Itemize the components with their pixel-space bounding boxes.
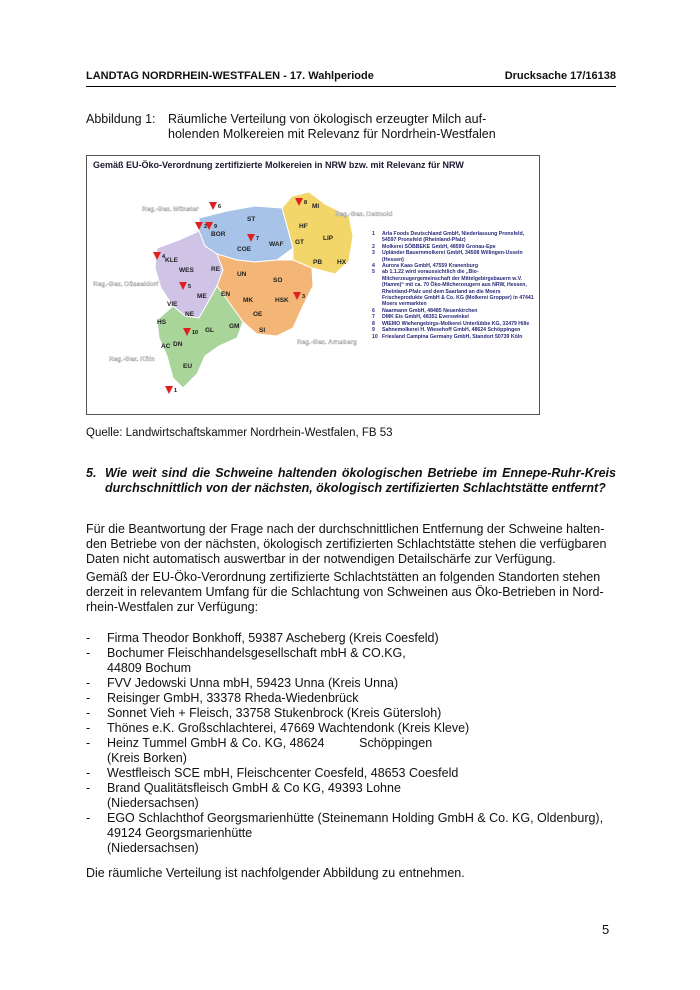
district-label: HS [157, 319, 167, 326]
legend-item: 3 Upländer Bauernmolkerei GmbH, 34508 Willingen-Usseln (Hessen) [372, 250, 523, 263]
svg-text:1: 1 [174, 388, 178, 394]
slaughterhouse-list [86, 631, 616, 856]
district-label: VIE [167, 301, 178, 308]
district-label: PB [313, 259, 323, 266]
svg-text:7: 7 [256, 236, 260, 242]
district-label: AC [161, 343, 171, 350]
district-label: RE [211, 266, 221, 273]
legend-item: 5 ab 1.1.22 wird voraussichtlich die „Bio-Milcherzeugergemeinschaft der Mittelgebirgsbauern w.V. (Hamm)“ mit ca. 70 Öko-Milcherzeugern aus NRW, Hessen, Rheinland-Pfalz und dem Saarland an die Moers Frischeprodukte GmbH & Co. KG (Molkerei Gropper) in 47441 Moers vermarkten [372, 269, 534, 308]
marker-6 [209, 202, 221, 210]
district-label: MI [312, 203, 320, 210]
page-number: 5 [602, 922, 610, 937]
svg-text:10: 10 [192, 330, 199, 336]
district-label: COE [237, 246, 252, 253]
svg-text:2: 2 [204, 224, 208, 230]
region-label-detmold: Reg.-Bez. Detmold [335, 211, 393, 218]
svg-text:9: 9 [214, 224, 218, 230]
question-text: Wie weit sind die Schweine haltenden ökologischen Betriebe im Ennepe-Ruhr-Kreis durchschnittlich von der nächsten, ökologisch zertifizierten Schlachtstätte entfernt? [105, 466, 616, 495]
list-item: - Thönes e.K. Großschlachterei, 47669 Wachtendonk (Kreis Kleve) [86, 721, 470, 735]
district-label: ME [197, 293, 207, 300]
figure-map [86, 155, 540, 415]
closing-sentence: Die räumliche Verteilung ist nachfolgender Abbildung zu entnehmen. [86, 866, 465, 880]
district-label: NE [185, 311, 195, 318]
legend-item: 7 DMK Eis GmbH, 48351 Everswinkel [372, 314, 469, 321]
district-label: HSK [275, 297, 289, 304]
region-label-koeln: Reg.-Bez. Köln [109, 356, 155, 363]
page-header [86, 70, 616, 84]
list-item: - Heinz Tummel GmbH & Co. KG, 48624 Schöppingen (Kreis Borken) [86, 736, 433, 765]
header-title: LANDTAG NORDRHEIN-WESTFALEN - 17. Wahlperiode [86, 70, 374, 82]
question-number: 5. [86, 466, 97, 480]
list-item: - FVV Jedowski Unna mbH, 59423 Unna (Kreis Unna) [86, 676, 399, 690]
district-label: BOR [211, 231, 226, 238]
district-label: UN [237, 271, 247, 278]
legend-item: 1 Arla Foods Deutschland GmbH, Niederlassung Pronsfeld, 54597 Pronsfeld (Rheinland-Pfalz) [372, 231, 525, 244]
list-item: - Brand Qualitätsfleisch GmbH & Co KG, 49393 Lohne (Niedersachsen) [86, 781, 401, 810]
district-label: GL [205, 327, 215, 334]
legend-item: 4 Aurora Kaas GmbH, 47559 Kranenburg [372, 263, 478, 270]
legend-item: 9 Sahnemolkerei H. Wiesehoff GmbH, 48624 Schöppingen [372, 327, 521, 334]
list-item: - Bochumer Fleischhandelsgesellschaft mbH & CO.KG, 44809 Bochum [86, 646, 406, 675]
legend-item: 2 Molkerei SÖBBEKE GmbH, 48599 Gronau-Epe [372, 243, 496, 250]
district-label: KLE [165, 257, 178, 264]
marker-1 [165, 386, 177, 394]
legend-item: 8 WIEMO Wiehengebirgs-Molkerei Unterlübbe KG, 32479 Hille [372, 320, 530, 327]
district-label: SI [259, 327, 266, 334]
figure-number: Abbildung 1: [86, 112, 156, 126]
header-rule [86, 86, 616, 87]
district-label: EN [221, 291, 231, 298]
district-label: HX [337, 259, 347, 266]
region-label-muenster: Reg.-Bez. Münster [142, 206, 199, 213]
district-label: GT [295, 239, 305, 246]
list-item: - EGO Schlachthof Georgsmarienhütte (Steinemann Holding GmbH & Co. KG, Oldenburg), 49124 Georgsmarienhütte (Niedersachsen) [86, 811, 604, 855]
district-label: LIP [323, 235, 334, 242]
answer-paragraph-2: Gemäß der EU-Öko-Verordnung zertifizierte Schlachtstätten an folgenden Standorten stehen derzeit in relevantem Umfang für die Schlachtung von Schweinen aus Öko-Betrieben in Nordrhein-Westfalen zur Verfügung: [86, 570, 604, 614]
svg-text:3: 3 [302, 294, 306, 300]
district-label: HF [299, 223, 308, 230]
district-label: WAF [269, 241, 284, 248]
figure-caption-text: Räumliche Verteilung von ökologisch erzeugter Milch aufholenden Molkereien mit Relevanz für Nordrhein-Westfalen [168, 112, 496, 141]
district-label: EU [183, 363, 193, 370]
district-label: MK [243, 297, 254, 304]
region-label-duesseldorf: Reg.-Bez. Düsseldorf [93, 281, 159, 288]
list-item: - Sonnet Vieh + Fleisch, 33758 Stukenbrock (Kreis Gütersloh) [86, 706, 442, 720]
list-item: - Firma Theodor Bonkhoff, 59387 Ascheberg (Kreis Coesfeld) [86, 631, 439, 645]
legend-item: 10 Friesland Campina Germany GmbH, Standort 50739 Köln [372, 333, 523, 340]
district-label: DN [173, 341, 183, 348]
list-item: - Reisinger GmbH, 33378 Rheda-Wiedenbrück [86, 691, 359, 705]
map-legend [372, 231, 537, 340]
legend-item: 6 Naarmann GmbH, 48485 Neuenkirchen [372, 307, 478, 314]
district-label: SO [273, 277, 283, 284]
district-label: GM [229, 323, 240, 330]
svg-text:4: 4 [162, 254, 166, 260]
svg-text:8: 8 [304, 200, 308, 206]
svg-text:5: 5 [188, 284, 192, 290]
district-label: OE [253, 311, 263, 318]
svg-text:6: 6 [218, 204, 222, 210]
answer-paragraph-1: Für die Beantwortung der Frage nach der durchschnittlichen Entfernung der Schweine haltenden Betriebe von der nächsten, ökologisch zertifizierten Schlachtstätte stehen die verfügbaren Daten nicht automatisch auswertbar in der notwendigen Detailschärfe zur Verfügung. [86, 522, 607, 566]
list-item: - Westfleisch SCE mbH, Fleischcenter Coesfeld, 48653 Coesfeld [86, 766, 459, 780]
district-label: ST [247, 216, 256, 223]
region-label-arnsberg: Reg.-Bez. Arnsberg [297, 339, 358, 346]
district-label: WES [179, 267, 194, 274]
document-number: Drucksache 17/16138 [504, 70, 616, 82]
map-title: Gemäß EU-Öko-Verordnung zertifizierte Molkereien in NRW bzw. mit Relevanz für NRW [93, 160, 464, 170]
figure-source: Quelle: Landwirtschaftskammer Nordrhein-Westfalen, FB 53 [86, 427, 393, 439]
